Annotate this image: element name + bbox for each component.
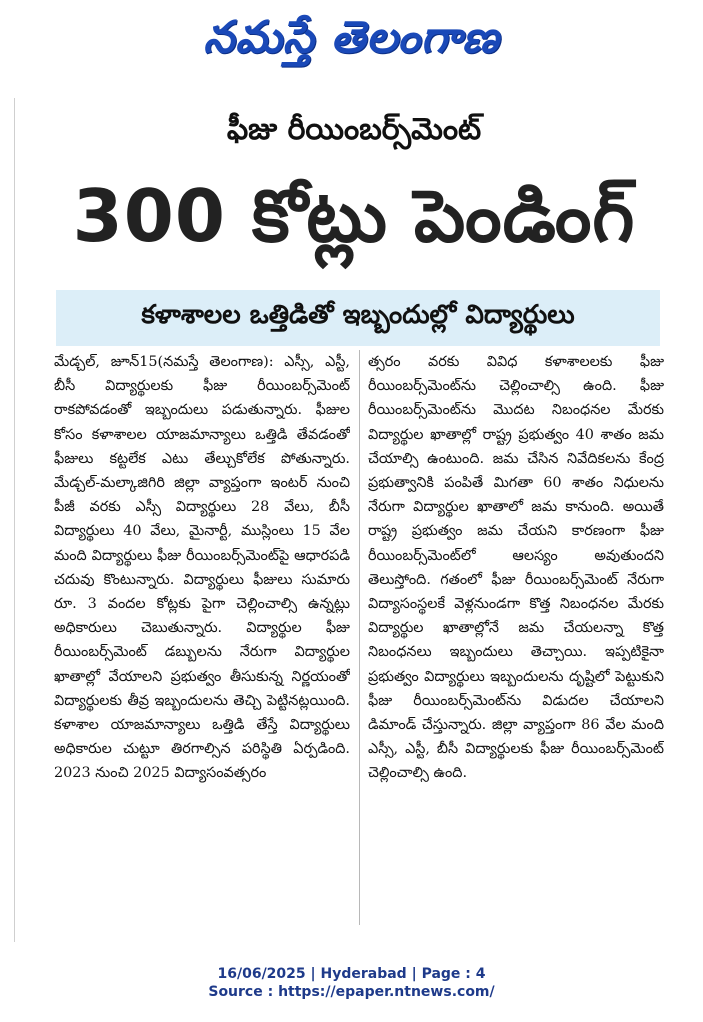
article-kicker: ఫీజు రీయింబర్స్‌మెంట్ xyxy=(226,112,482,147)
article-headline: 300 కోట్లు పెండింగ్ xyxy=(72,174,636,258)
page-footer xyxy=(0,958,703,1008)
newspaper-logo: నమస్తే తెలంగాణ xyxy=(203,12,500,63)
masthead xyxy=(0,0,703,86)
article-subheadline: కళాశాలల ఒత్తిడితో ఇబ్బందుల్లో విద్యార్థులు xyxy=(141,300,575,330)
article-body-right-column: త్సరం వరకు వివిధ కళాశాలలకు ఫీజు రీయింబర్స్‌మెంట్‌ను చెల్లించాల్సి ఉంది. ఫీజు రీయింబర్స్‌మెంట్‌ను మొదట నిబంధనల మేరకు విద్యార్థుల ఖాతాల్లో రాష్ట్ర ప్రభుత్వం 40 శాతం జమ చేయాల్సి ఉంటుంది. జమ చేసిన నివేదికలను కేంద్ర ప్రభుత్వానికి పంపితే మిగతా 60 శాతం నిధులను నేరుగా విద్యార్థుల ఖాతాలో జమ కానుంది. అయితే రాష్ట్ర ప్రభుత్వం జమ చేయని కారణంగా ఫీజు రీయింబర్స్‌మెంట్‌లో ఆలస్యం అవుతుందని తెలుస్తోంది. గతంలో ఫీజు రీయింబర్స్‌మెంట్ నేరుగా విద్యాసంస్థలకే వెళ్లనుండగా కొత్త నిబంధనల మేరకు విద్యార్థుల ఖాతాల్లోనే జమ చేయలన్నా కొత్త నిబంధనలు ఇబ్బందులు తెచ్చాయి. ఇప్పటికైనా ప్రభుత్వం విద్యార్థులు ఇబ్బందులను దృష్టిలో పెట్టుకుని ఫీజు రీయింబర్స్‌మెంట్‌ను విడుదల చేయాలని డిమాండ్ చేస్తున్నారు. జిల్లా వ్యాప్తంగా 86 వేల మంది ఎస్సీ, ఎస్టీ, బీసీ విద్యార్థులకు ఫీజు రీయింబర్స్‌మెంట్ చెల్లించాల్సి ఉంది. xyxy=(368,354,664,782)
column-divider xyxy=(359,350,360,925)
article-body-left-column: మేడ్చల్, జూన్15(నమస్తే తెలంగాణ): ఎస్సీ, ఎస్టీ, బీసీ విద్యార్థులకు ఫీజు రీయింబర్స్‌మెంట్ రాకపోవడంతో ఇబ్బందులు పడుతున్నారు. ఫీజుల కోసం కళాశాలల యాజమాన్యాలు ఒత్తిడి తేవడంతో ఫీజులు కట్టలేక ఎటు తేల్చుకోలేక పోతున్నారు. మేడ్చల్-మల్కాజిగిరి జిల్లా వ్యాప్తంగా ఇంటర్ నుంచి పీజీ వరకు ఎస్సీ విద్యార్థులు 28 వేలు, బీసీ విద్యార్థులు 40 వేలు, మైనార్టీ, ముస్లింలు 15 వేల మంది విద్యార్థులు ఫీజు రీయింబర్స్‌మెంట్‌పై ఆధారపడి చదువు కొంటున్నారు. విద్యార్థులు ఫీజులు సుమారు రూ. 3 వందల కోట్లకు పైగా చెల్లించాల్సి ఉన్నట్లు అధికారులు చెబుతున్నారు. విద్యార్థుల ఫీజు రీయింబర్స్‌మెంట్ డబ్బులను నేరుగా విద్యార్థుల ఖాతాల్లో వేయాలని ప్రభుత్వం తీసుకున్న నిర్ణయంతో విద్యార్థులకు తీవ్ర ఇబ్బందులను తెచ్చి పెట్టినట్లయింది. కళాశాల యాజమాన్యాలు ఒత్తిడి తేస్తే విద్యార్థులు అధికారుల చుట్టూ తిరగాల్సిన పరిస్థితి ఏర్పడింది. 2023 నుంచి 2025 విద్యాసంవత్సరం xyxy=(54,354,350,782)
footer-source-line: Source : https://epaper.ntnews.com/ xyxy=(208,984,495,1000)
subheadline-band xyxy=(56,290,660,346)
footer-date-line: 16/06/2025 | Hyderabad | Page : 4 xyxy=(217,966,486,982)
